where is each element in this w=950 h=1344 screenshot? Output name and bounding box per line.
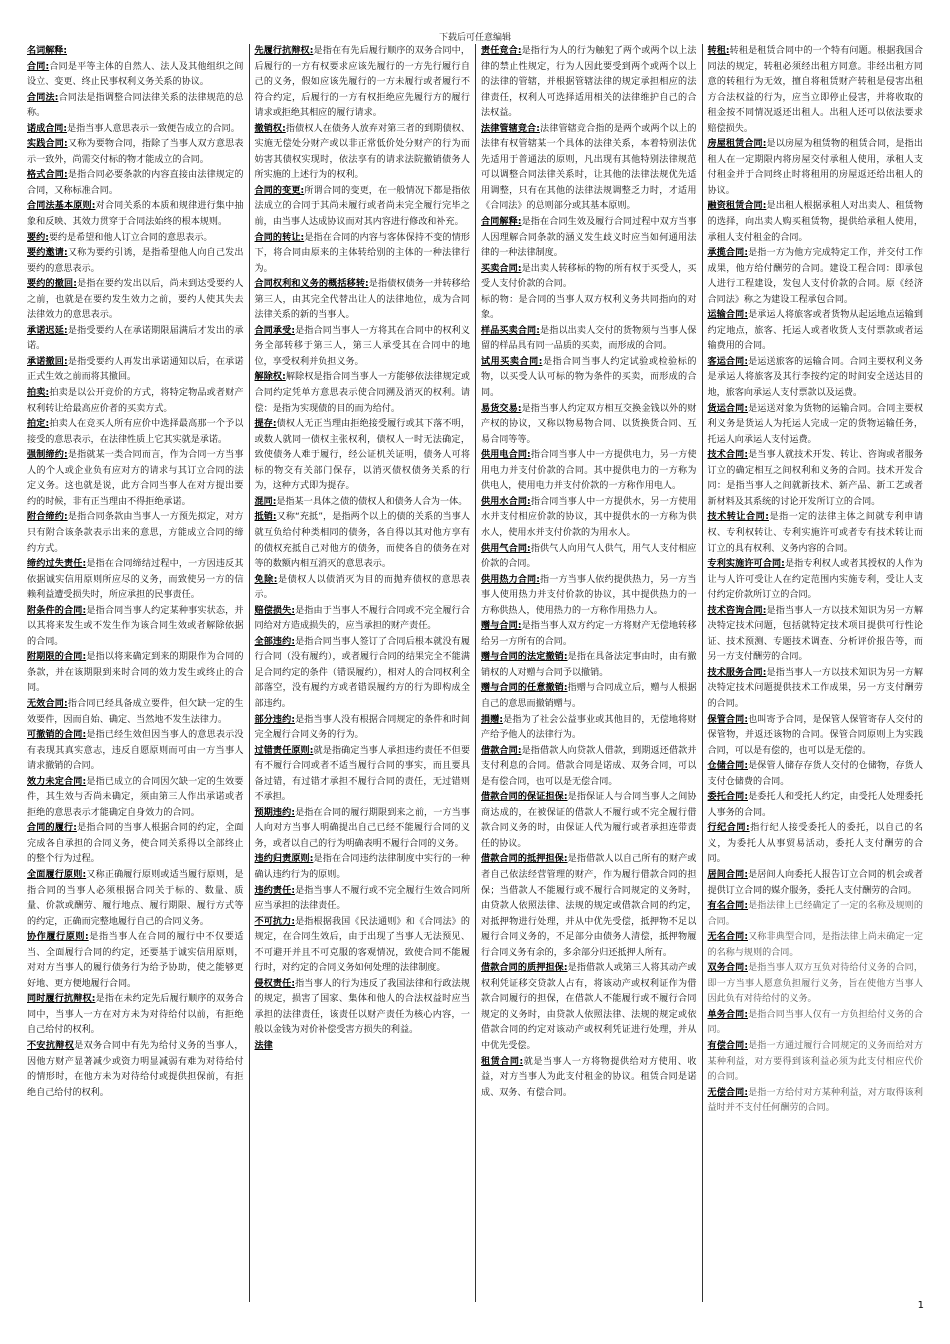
glossary-entry — [481, 852, 697, 961]
glossary-term: 解除权: — [254, 372, 286, 383]
glossary-entry — [27, 231, 244, 247]
glossary-definition: 是指合同当事人签订了合同后根本就没有履行合同（没有履约），或者履行合同的结果完全不能满足合同约定的条件（错误履约），相对人的合同权利全部落空，没有履约方或者错误履约方的行为即构成全部违约。 — [254, 636, 470, 709]
glossary-entry — [481, 681, 697, 712]
glossary-entry — [255, 510, 471, 572]
glossary-definition: 指行纪人接受委托人的委托，以自己的名义，为委托人从事贸易活动，委托人支付酬劳的合同。 — [707, 823, 923, 865]
glossary-entry — [708, 246, 924, 308]
glossary-entry — [708, 1086, 924, 1117]
glossary-definition: 是指借款人或第三人将其动产或权利凭证移交贷款人占有，将该动产或权利证作为借款合同履行的担保，在借款人不能履行或不履行合同规定的义务时，由贷款人依照法律、法规的规定或依借款合同的约定对该动产或权利凭证进行处理，并从中优先受偿。 — [481, 963, 697, 1051]
glossary-definition: 指赠与合同成立后，赠与人根据自己的意思而撤销赠与。 — [481, 683, 697, 709]
glossary-definition: 是指合同当事人约定试验或检验标的物，以买受人认可标的物为条件的买卖，而形成的合同。 — [481, 356, 697, 399]
glossary-term: 附条件的合同: — [27, 605, 87, 616]
glossary-entry — [27, 697, 244, 728]
glossary-definition: 又称非典型合同，是指法律上尚未确定一定的名称与规则的合同。 — [707, 932, 923, 958]
glossary-definition: 是出卖人转移标的物的所有权于买受人，买受人支付价款的合同。 — [481, 263, 697, 290]
glossary-entry — [27, 930, 244, 992]
glossary-entry — [481, 402, 697, 449]
glossary-term: 合同: — [27, 61, 50, 72]
glossary-definition: 拍卖是以公开竞价的方式，将特定物品或者财产权利转让给最高应价者的买卖方式。 — [27, 388, 244, 414]
glossary-term: 违约责任: — [254, 885, 295, 896]
glossary-term: 样品买卖合同: — [481, 325, 540, 336]
glossary-entry — [255, 370, 471, 417]
glossary-definition: 就是当事人一方将物提供给对方使用、收益，对方当事人为此支付租金的协议。租赁合同是诺成、双务、有偿合同。 — [481, 1056, 697, 1098]
glossary-entry — [255, 884, 471, 915]
glossary-definition: 是指当事人约定双方相互交换金钱以外的财产权的协议，又称以物易物合同、以货换货合同、互易合同等等。 — [481, 403, 697, 445]
glossary-term: 缔约过失责任: — [27, 559, 87, 570]
glossary-definition: 指供气人向用气人供气，用气人支付相应价款的合同。 — [481, 543, 697, 570]
glossary-entry — [481, 324, 697, 355]
glossary-term: 抵销: — [254, 512, 277, 523]
glossary-entry — [27, 1039, 244, 1101]
glossary-definition: 是指合同当事人仅有一方负担给付义务的合同。 — [707, 1009, 923, 1036]
glossary-entry — [708, 44, 924, 137]
column-3 — [475, 44, 702, 1302]
glossary-entry — [481, 448, 697, 495]
glossary-entry — [708, 199, 924, 246]
glossary-term: 合同法: — [27, 92, 59, 103]
glossary-term: 买卖合同: — [481, 263, 522, 274]
glossary-term: 拍卖: — [27, 388, 50, 399]
glossary-definition: 是指已成立的合同因欠缺一定的生效要件，其生效与否尚未确定，须由第三人作出承诺或者拒绝的意思表示才能确定自身效力的合同。 — [27, 776, 244, 818]
glossary-entry — [255, 277, 471, 324]
glossary-definition: 对合同关系的本质和规律进行集中抽象和反映、其效力贯穿于合同法始终的根本规则。 — [27, 201, 244, 228]
glossary-term: 客运合同: — [707, 356, 748, 367]
glossary-term: 不可抗力: — [254, 916, 295, 927]
glossary-definition: 是运送旅客的运输合同。合同主要权利义务是承运人将旅客及其行李按约定的时间安全送达目的地，旅客向承运人支付票款以及运费。 — [707, 356, 923, 399]
glossary-entry — [27, 355, 244, 386]
glossary-entry — [481, 355, 697, 402]
glossary-entry — [27, 650, 244, 697]
glossary-definition: 是指当事人一方以技术知识为另一方解决特定技术问题提供技术工作成果，另一方支付酬劳的合同。 — [707, 667, 923, 709]
glossary-definition: 又称为要物合同，指除了当事人双方意思表示一致外，尚需交付标的物才能成立的合同。 — [27, 139, 244, 165]
glossary-entry — [255, 495, 471, 511]
glossary-entry — [255, 744, 471, 806]
glossary-term: 附合缔约: — [27, 512, 68, 523]
glossary-definition: 标的物：是合同的当事人双方权利义务共同指向的对象。 — [481, 294, 697, 321]
glossary-definition: 指合同当事人中一方提供电力，另一方使用电力并支付价款的合同。其中提供电力的一方称为供电人，使用电力并支付价款的一方称作用电人。 — [481, 450, 697, 492]
glossary-term: 承诺撤回: — [27, 356, 68, 367]
glossary-definition: 指合同已经具备成立要件，但欠缺一定的生效要件，因而自始、确定、当然地不发生法律力。 — [27, 698, 244, 725]
glossary-definition: 是指当事人在合同的履行中不仅要适当、全面履行合同的约定，还要基于诚实信用原则，对对方当事人的履行债务行为给予协助，使之能够更好地、更方便地履行合同。 — [27, 932, 244, 989]
glossary-term: 供用热力合同: — [481, 574, 540, 585]
glossary-term: 合同权利和义务的概括移转: — [254, 279, 369, 290]
column-2 — [249, 44, 476, 1302]
glossary-term: 供用水合同: — [481, 496, 531, 507]
glossary-definition: 是指合同的当事人根据合同的约定，全面完成各自承担的合同义务，使合同关系得以全部终止的整个行为过程。 — [27, 823, 244, 865]
glossary-definition: 是指当事人双方互负对待给付义务的合同，即一方当事人愿意负担履行义务，旨在使他方当事人因此负有对待给付的义务。 — [707, 963, 923, 1005]
glossary-term: 借款合同的抵押担保: — [481, 854, 568, 865]
glossary-entry — [708, 1008, 924, 1039]
glossary-term: 名词解释: — [27, 46, 68, 56]
glossary-definition: 是指当事人一方以技术知识为另一方解决特定技术问题，包括就特定技术项目提供可行性论证、技术预测、专题技术调查、分析评价报告等，而另一方支付酬劳的合同。 — [707, 605, 923, 663]
glossary-term: 协作履行原则: — [27, 932, 89, 943]
glossary-entry — [481, 215, 697, 262]
glossary-definition: 是指受要约人在承诺期限届满后才发出的承诺。 — [27, 325, 244, 352]
glossary-term: 侵权责任: — [254, 978, 295, 989]
glossary-entry — [27, 137, 244, 168]
glossary-entry — [708, 402, 924, 449]
glossary-definition: 也叫寄予合同，是保管人保管寄存人交付的保管物，并返还该物的合同。保管合同原则上为实践合同，可以是有偿的，也可以是无偿的。 — [707, 714, 923, 756]
glossary-term: 借款合同的质押担保: — [481, 963, 568, 974]
glossary-entry — [481, 744, 697, 791]
glossary-definition: 指一方当事人依约提供热力，另一方当事人使用热力并支付价款的协议，其中提供热力的一方称供热人，使用热力的一方称作用热力人。 — [481, 574, 697, 616]
glossary-definition: 是双务合同中有先为给付义务的当事人，因他方财产显著减少或资力明显减弱有难为对待给付的情形时，在他方未为对待给付或提供担保前，有拒绝自己给付的权利。 — [27, 1041, 244, 1098]
glossary-entry — [27, 168, 244, 199]
glossary-definition: 是居间人向委托人报告订立合同的机会或者提供订立合同的媒介服务，委托人支付酬劳的合同。 — [707, 869, 923, 896]
glossary-definition: 要约是希望和他人订立合同的意思表示。 — [48, 232, 213, 243]
glossary-definition: 是指合同必要条款的内容直接由法律规定的合同，又称标准合同。 — [27, 170, 244, 196]
glossary-definition: 是指在合同违约法律制度中实行的一种确认违约行为的原则。 — [254, 854, 470, 880]
column-1 — [22, 44, 249, 1302]
glossary-definition: 是指专利权人或者其授权的人作为让与人许可受让人在约定范围内实施专利，受让人支付约定价款所订立的合同。 — [707, 559, 923, 601]
glossary-term: 撤销权: — [254, 123, 286, 134]
glossary-definition: 合同是平等主体的自然人、法人及其他组织之间设立、变更、终止民事权利义务关系的协议。 — [27, 61, 244, 88]
glossary-term: 可撤销的合同: — [27, 730, 87, 741]
glossary-entry — [481, 713, 697, 744]
glossary-term: 预期违约: — [254, 807, 295, 818]
glossary-entry — [255, 915, 471, 977]
glossary-entry — [27, 510, 244, 557]
glossary-term: 租赁合同: — [481, 1056, 524, 1067]
glossary-term: 居间合同: — [707, 869, 748, 880]
glossary-term: 合同解释: — [481, 217, 522, 228]
glossary-definition: 是指在具备法定事由时，由有撤销权的人对赠与合同予以撤销。 — [481, 652, 697, 678]
glossary-entry — [255, 573, 471, 604]
glossary-entry — [27, 821, 244, 868]
glossary-entry — [27, 324, 244, 355]
glossary-term: 效力未定合同: — [27, 776, 87, 787]
glossary-term: 委托合同: — [707, 792, 748, 803]
glossary-entry — [255, 44, 471, 122]
glossary-entry — [255, 852, 471, 883]
glossary-term: 房屋租赁合同: — [707, 139, 767, 150]
glossary-entry — [708, 759, 924, 790]
glossary-definition: 解除权是指合同当事人一方能够依法律规定或合同约定凭单方意思表示使合同溯及消灭的权利。请偿：是指为实现债的目的而为给付。 — [254, 372, 470, 414]
glossary-term: 要约的撤回: — [27, 279, 77, 290]
glossary-term: 强制缔约: — [27, 450, 68, 461]
glossary-term: 合同的履行: — [27, 823, 77, 834]
glossary-term: 法律管辖竞合: — [481, 123, 540, 134]
glossary-term: 借款合同: — [481, 745, 522, 756]
glossary-definition: 是指受要约人再发出承诺通知以后，在承诺正式生效之前而将其撤回。 — [27, 356, 244, 383]
glossary-definition: 是指根据我国《民法通则》和《合同法》的规定，在合同生效后，由于出现了当事人无法预见、不可避开并且不可克服的客观情况，致使合同不能履行时，对约定的合同义务如何处理的法律制度。 — [254, 916, 470, 974]
glossary-term: 不安抗辩权 — [27, 1041, 75, 1051]
glossary-entry — [27, 44, 244, 60]
glossary-definition: 是委托人和受托人约定，由受托人处理委托人事务的合同。 — [707, 792, 923, 818]
glossary-entry — [708, 137, 924, 199]
glossary-definition: 是指借款人以自己所有的财产或者自己依法经营管理的财产，作为履行借款合同的担保；当借款人不能履行或不履行合同规定的义务时，由贷款人依照法律、法规的规定或借款合同的约定，对抵押物进行处理，并从中优先受偿，抵押物不足以履行合同义务的，不足部分由债务人清偿，抵押物履行合同义务有余的，多余部分归还抵押人所有。 — [481, 854, 697, 958]
glossary-entry — [481, 495, 697, 542]
glossary-definition: 法律管辖竞合指的是两个或两个以上的法律有权管辖某一个具体的法律关系，本着特别法优先适用于普通法的原则，凡出现有其他特别法律规范可以调整合同法律关系时，让其他的法律法规优先适用调整，只有在其他的法律法规调整乏力时，才适用《合同法》的总则部分或其基本原则。 — [481, 123, 697, 212]
glossary-term: 行纪合同: — [707, 823, 750, 834]
glossary-term: 免除: — [254, 574, 278, 585]
glossary-definition: 是指一定的法律主体之间就专利申请权、专利权转让、专利实施许可或者专有技术转让而订立的具有权利、义务内容的合同。 — [707, 512, 923, 554]
glossary-entry — [708, 790, 924, 821]
glossary-term: 合同法基本原则: — [27, 201, 96, 212]
glossary-definition: 是指在要约发出以后，尚未到达受要约人之前，也就是在要约发生效力之前，要约人使其失去法律效力的意思表示。 — [27, 279, 244, 321]
glossary-term: 专利实施许可合同: — [707, 559, 785, 570]
glossary-columns — [22, 44, 928, 1302]
glossary-definition: 是指当事人双方约定一方将财产无偿地转移给另一方所有的合同。 — [481, 621, 697, 647]
glossary-term: 提存: — [254, 419, 277, 430]
glossary-term: 同时履行抗辩权: — [27, 994, 96, 1005]
glossary-entry — [27, 775, 244, 822]
page-number: 1 — [917, 1300, 924, 1311]
glossary-term: 先履行抗辩权: — [254, 46, 314, 56]
glossary-term: 承揽合同: — [707, 248, 748, 259]
glossary-entry — [708, 557, 924, 604]
glossary-definition: 是指借款人向贷款人借款，到期返还借款并支付利息的合同。借款合同是诺成、双务合同，可以是有偿合同，也可以是无偿合同。 — [481, 745, 697, 787]
glossary-entry — [255, 184, 471, 231]
glossary-definition: 是指合同条款由当事人一方预先拟定，对方只有附合该条款表示出来的意思，方能成立合同的缔约方式。 — [27, 512, 244, 554]
glossary-definition: 是指一方为他方完成特定工作，并交付工作成果，他方给付酬劳的合同。建设工程合同：即承包人进行工程建设，发包人支付价款的合同。原《经济合同法》称之为建设工程承包合同。 — [707, 248, 923, 305]
glossary-definition: 是指在未约定先后履行顺序的双务合同中，当事人一方在对方未为对待给付以前，有拒绝自己给付的权利。 — [27, 994, 244, 1036]
glossary-entry — [27, 557, 244, 604]
glossary-definition: 转租是租赁合同中的一个特有问题。根据我国合同法的规定，转租必须经出租方同意。非经出租方同意的转租行为无效，擅自将租赁财产转租是侵害出租方合法权益的行为，应当立即停止侵害，并将收取的租金按不同情况返还出租人。出租人还可以依法要求赔偿损失。 — [707, 46, 923, 134]
glossary-entry — [255, 324, 471, 371]
glossary-entry — [708, 868, 924, 899]
glossary-term: 违约归责原则: — [254, 854, 314, 865]
glossary-entry — [481, 122, 697, 215]
glossary-entry — [481, 650, 697, 681]
glossary-entry — [708, 604, 924, 666]
glossary-term: 有名合同: — [707, 901, 748, 912]
glossary-definition: 是指在合同缔结过程中，一方因违反其依据诚实信用原则所应尽的义务，而致使另一方的信赖利益遭受损失时，所应承担的民事责任。 — [27, 559, 244, 601]
glossary-term: 无偿合同: — [707, 1087, 748, 1098]
glossary-entry — [255, 977, 471, 1039]
glossary-entry — [27, 868, 244, 930]
glossary-entry — [27, 386, 244, 417]
glossary-entry — [708, 899, 924, 930]
glossary-definition: 是指债权债务一并转移给第三人，由其完全代替出让人的法律地位，成为合同法律关系的新的当事人。 — [254, 279, 470, 321]
glossary-entry — [27, 992, 244, 1039]
glossary-term: 单务合同: — [707, 1009, 748, 1020]
glossary-term: 供用电合同: — [481, 450, 531, 461]
glossary-definition: 是当事人就技术开发、转让、咨询或者服务订立的确定相互之间权利和义务的合同。技术开发合同：是指当事人之间就新技术、新产品、新工艺或者新材料及其系统的讨论开发所订立的合同。 — [707, 450, 923, 507]
glossary-term: 过错责任原则: — [254, 745, 314, 756]
glossary-definition: 是指在合同的履行期限到来之前，一方当事人向对方当事人明确提出自己已经不能履行合同的义务，或者以自己的行为明确表明不履行合同的义务。 — [254, 807, 470, 849]
glossary-entry — [481, 262, 697, 293]
glossary-term: 无效合同: — [27, 698, 68, 709]
glossary-term: 借款合同的保证担保: — [481, 792, 568, 803]
glossary-definition: 指当事人的行为违反了我国法律和行政法规的规定，损害了国家、集体和他人的合法权益时应当承担的法律责任，该责任以财产责任为核心内容，一般以金钱为对价补偿受害方损失的利益。 — [254, 978, 470, 1036]
glossary-entry — [255, 122, 471, 184]
column-4 — [702, 44, 929, 1302]
glossary-entry — [27, 604, 244, 651]
glossary-entry — [481, 1055, 697, 1102]
glossary-entry — [27, 199, 244, 230]
glossary-definition: 是指为了社会公益事业或其他目的，无偿地将财产给予他人的法律行为。 — [481, 714, 697, 741]
glossary-definition: 又称“充抵”，是指两个以上的债的关系的当事人就互负给付种类相同的债务，各自得以其对他方享有的债权充抵自己对他方的债务，而使各自的债务在对等的数额内相互消灭的意思表示。 — [254, 512, 470, 570]
glossary-entry — [255, 1039, 471, 1055]
glossary-term: 赔偿损失: — [254, 605, 295, 616]
glossary-term: 技术服务合同: — [707, 667, 767, 678]
glossary-entry — [481, 542, 697, 573]
glossary-definition: 是指就某一类合同而言，作为合同一方当事人的个人或企业负有应对方的请求与其订立合同的法定义务。这也就是说，此方合同当事人在对方提出要约的时候，非有正当理由不得拒绝承诺。 — [27, 450, 244, 507]
glossary-term: 转租: — [707, 46, 730, 56]
glossary-term: 全部违约: — [254, 636, 295, 647]
glossary-term: 合同承受: — [254, 325, 295, 336]
glossary-term: 双务合同: — [707, 963, 748, 974]
glossary-term: 供用气合同: — [481, 543, 531, 554]
glossary-definition: 是指一方通过履行合同规定的义务而给对方某种利益，对方要得到该利益必须为此支付相应代价的合同。 — [707, 1041, 923, 1083]
glossary-term: 易货交易: — [481, 403, 522, 414]
glossary-definition: 是指当事人没有根据合同规定的条件和时间完全履行合同义务的行为。 — [254, 714, 470, 741]
glossary-entry — [481, 293, 697, 324]
glossary-definition: 是出租人根据承租人对出卖人、租赁物的选择，向出卖人购买租赁物，提供给承租人使用，承租人支付租金的合同。 — [707, 201, 923, 243]
glossary-term: 融资租赁合同: — [707, 201, 767, 212]
glossary-definition: 是指以出卖人交付的货物须与当事人保留的样品具有同一品质的买卖，而形成的合同。 — [481, 325, 697, 352]
glossary-entry — [708, 961, 924, 1008]
glossary-definition: 是指行为人的行为触犯了两个或两个以上法律的禁止性规定，行为人因此要受到两个或两个以上的法律的管辖，并根据管辖法律的规定承担相应的法律责任，权利人可选择适用相关的法律维护自己的合法权益。 — [481, 46, 697, 119]
glossary-term: 混同: — [254, 496, 277, 507]
glossary-entry — [255, 231, 471, 278]
glossary-entry — [27, 60, 244, 91]
glossary-entry — [255, 417, 471, 495]
glossary-term: 要约: — [27, 232, 49, 243]
glossary-term: 合同的转让: — [254, 232, 305, 243]
glossary-definition: 是指在有先后履行顺序的双务合同中，后履行的一方有权要求应该先履行的一方先行履行自己的义务，假如应该先履行的一方未履行或者履行不符合约定，后履行的一方有权拒绝应先履行方的履行请求或拒绝其相应的履行请求。 — [254, 46, 470, 119]
glossary-definition: 合同法是指调整合同法律关系的法律规范的总称。 — [27, 92, 244, 119]
glossary-entry — [481, 961, 697, 1054]
glossary-term: 附期限的合同: — [27, 652, 87, 663]
glossary-term: 技术转让合同: — [707, 512, 769, 523]
glossary-definition: 又称正确履行原则或适当履行原则，是指合同的当事人必须根据合同关于标的、数量、质量、价款或酬劳、履行地点、履行期限、履行方式等的约定，正确而完整地履行自己的合同义务。 — [27, 869, 244, 927]
glossary-definition: 是指合同当事人约定某种事实状态，并以其将来发生或不发生作为该合同生效或者解除依据的合同。 — [27, 605, 244, 647]
glossary-term: 部分违约: — [254, 714, 295, 725]
glossary-entry — [255, 635, 471, 713]
glossary-term: 赠与合同的任意撤销: — [481, 683, 568, 694]
glossary-definition: 是以房屋为租赁物的租赁合同，是指出租人在一定期限内将房屋交付承租人使用，承租人支付租金并于合同终止时将租用的房屋返还给出租人的协议。 — [707, 139, 923, 196]
glossary-entry — [481, 44, 697, 122]
glossary-definition: 是债权人以债消灭为目的而抛弃债权的意思表示。 — [254, 574, 470, 601]
glossary-term: 运输合同: — [707, 310, 748, 321]
glossary-term: 仓储合同: — [707, 761, 748, 772]
glossary-term: 格式合同: — [27, 170, 68, 181]
glossary-definition: 是指由于当事人不履行合同或不完全履行合同给对方造成损失的，应当承担的财产责任。 — [254, 605, 470, 632]
glossary-definition: 拍卖人在竞买人所有应价中选择最高那一个予以接受的意思表示，在法律性质上它其实就是承诺。 — [27, 419, 244, 445]
glossary-entry — [255, 604, 471, 635]
glossary-entry — [708, 1039, 924, 1086]
glossary-entry — [708, 308, 924, 355]
glossary-term: 诺成合同: — [27, 123, 68, 134]
glossary-entry — [708, 355, 924, 402]
glossary-definition: 是指法律上已经确定了一定的名称及规则的合同。 — [707, 901, 923, 927]
glossary-definition: 债权人无正当理由拒绝接受履行或其下落不明，或数人就同一债权主张权利，债权人一时无法确定，致使债务人难于履行，经公证机关证明，债务人可将标的物交有关部门保存，以消灭债权债务关系的行为，这种方式即为提存。 — [254, 419, 470, 492]
page-header: 下载后可任意编辑 — [438, 33, 511, 43]
glossary-definition: 是指保证人与合同当事人之间协商达成的，在被保证的借款人不履行或不完全履行借款合同义务的时，由保证人代为履行或者承担连带责任的协议。 — [481, 792, 697, 849]
glossary-term: 合同的变更: — [254, 185, 305, 196]
glossary-definition: 是指在合同生效及履行合同过程中双方当事人因理解合同条款的涵义发生歧义时应当如何通用法律的一种法律制度。 — [481, 217, 697, 259]
glossary-entry — [708, 930, 924, 961]
glossary-entry — [255, 713, 471, 744]
glossary-term: 捐赠: — [481, 714, 504, 725]
glossary-entry — [708, 510, 924, 557]
glossary-definition: 是指一方给付对方某种利益，对方取得该利益时并不支付任何酬劳的合同。 — [707, 1087, 923, 1114]
glossary-term: 承诺迟延: — [27, 325, 68, 336]
glossary-entry — [708, 821, 924, 868]
glossary-entry — [708, 713, 924, 760]
glossary-term: 货运合同: — [707, 403, 748, 414]
glossary-term: 有偿合同: — [707, 1041, 748, 1051]
glossary-term: 全面履行原则: — [27, 869, 87, 880]
glossary-entry — [255, 806, 471, 853]
glossary-entry — [27, 728, 244, 775]
glossary-definition: 是指已经生效但因当事人的意思表示没有表现其真实意志，违反自愿原则而可由一方当事人请求撤销的合同。 — [27, 730, 244, 772]
glossary-definition: 是指当事人意思表示一致便告成立的合同。 — [67, 123, 240, 134]
glossary-entry — [27, 122, 244, 138]
glossary-definition: 是指合同当事人一方将其在合同中的权利义务全部转移于第三人，第三人承受其在合同中的地位，享受权利并负担义务。 — [254, 325, 470, 367]
glossary-term: 试用买卖合同: — [481, 356, 543, 367]
glossary-entry — [27, 448, 244, 510]
glossary-definition: 所谓合同的变更，在一般情况下都是指依法成立的合同于其尚未履行或者尚未完全履行完毕之前，由当事人达成协议而对其内容进行修改和补充。 — [254, 185, 470, 228]
glossary-term: 赠与合同: — [481, 621, 522, 632]
glossary-term: 拍定: — [27, 419, 50, 430]
glossary-entry — [708, 448, 924, 510]
glossary-definition: 指合同当事人中一方提供水，另一方使用水并支付相应价款的协议，其中提供水的一方称为供水人，使用水并支付价款的为用水人。 — [481, 496, 697, 538]
glossary-entry — [27, 277, 244, 324]
glossary-definition: 是指某一具体之债的债权人和债务人合为一体。 — [276, 496, 468, 507]
glossary-entry — [27, 91, 244, 122]
glossary-entry — [27, 246, 244, 277]
glossary-entry — [27, 417, 244, 448]
glossary-entry — [481, 573, 697, 620]
glossary-term: 赠与合同的法定撤销: — [481, 652, 568, 663]
glossary-entry — [481, 619, 697, 650]
glossary-term: 实践合同: — [27, 139, 68, 150]
glossary-definition: 就是指确定当事人承担违约责任不但要有不履行合同或者不适当履行合同的事实，而且要具备过错，有过错才承担不履行合同的责任，无过错则不承担。 — [254, 745, 470, 803]
glossary-definition: 又称为要约引诱，是指希望他人向自己发出要约的意思表示。 — [27, 248, 244, 274]
glossary-entry — [708, 666, 924, 713]
glossary-definition: 是保管人储存存货人交付的仓储物，存货人支付仓储费的合同。 — [707, 761, 923, 787]
glossary-definition: 是指以将来确定到来的期限作为合同的条款，并在该期限到来时合同的效力发生或终止的合同。 — [27, 652, 244, 694]
glossary-term: 责任竞合: — [481, 46, 522, 56]
glossary-definition: 是指在合同的内容与客体保持不变的情形下，将合同由原来的主体转给别的主体的一种法律行为。 — [254, 232, 470, 274]
glossary-definition: 是运送对象为货物的运输合同。合同主要权利义务是货运人为托运人完成一定的货物运输任务，托运人向承运人支付运费。 — [707, 403, 923, 445]
glossary-definition: 是指当事人不履行或不完全履行生效合同所应当承担的法律责任。 — [254, 885, 470, 912]
glossary-term: 保管合同: — [707, 714, 748, 725]
glossary-definition: 是承运人将旅客或者货物从起运地点运输到约定地点，旅客、托运人或者收货人支付票款或者运输费用的合同。 — [707, 310, 923, 352]
glossary-term: 法律 — [254, 1041, 273, 1051]
glossary-term: 技术合同: — [707, 450, 748, 461]
glossary-term: 要约邀请: — [27, 248, 68, 259]
glossary-term: 技术咨询合同: — [707, 605, 767, 616]
glossary-term: 无名合同: — [707, 932, 748, 943]
glossary-entry — [481, 790, 697, 852]
glossary-definition: 指债权人在债务人放弃对第三者的到期债权、实施无偿处分财产或以非正常低价处分财产的行为而妨害其债权实现时，依法享有的请求法院撤销债务人所实施的上述行为的权利。 — [254, 123, 470, 181]
